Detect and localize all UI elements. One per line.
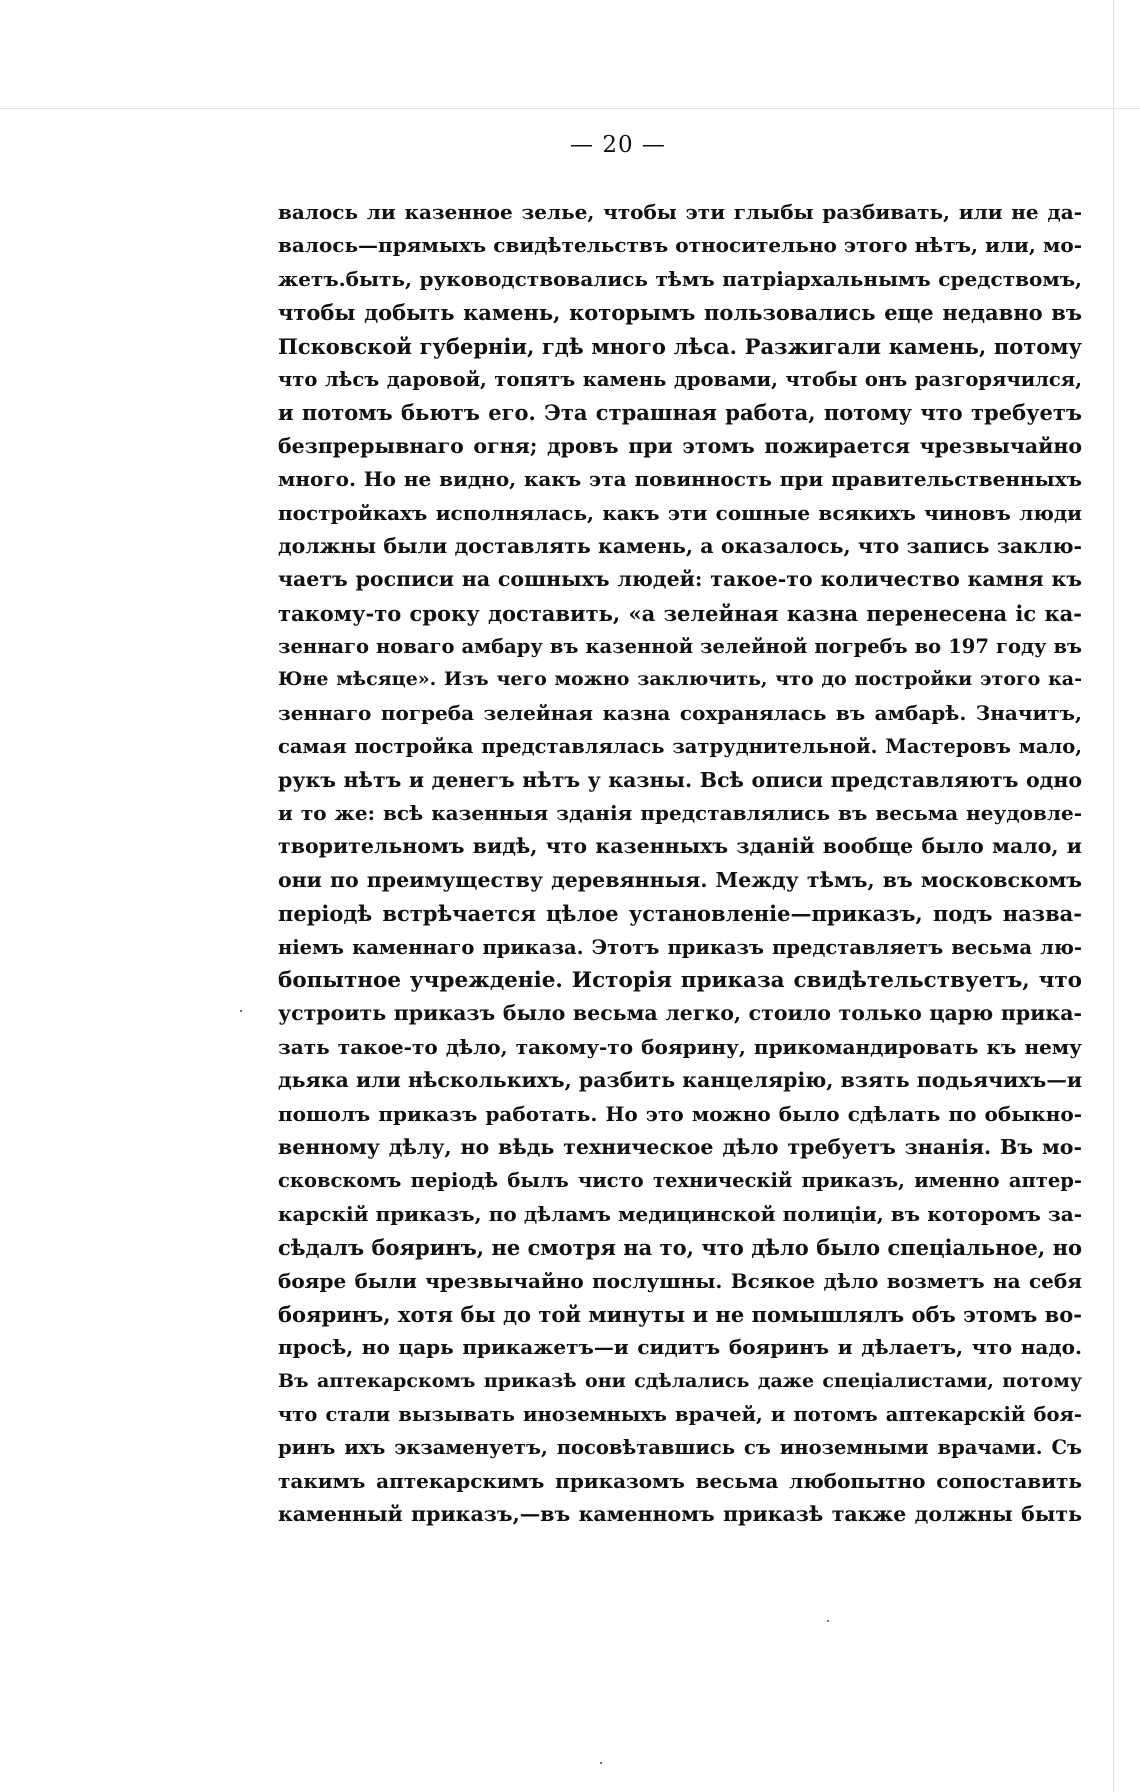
text-line: просѣ, но царь прикажетъ—и сидитъ бояринъ и дѣлаетъ, что надо. [278, 1335, 1082, 1360]
scan-speck [827, 1620, 829, 1622]
text-line: Псковской губерніи, гдѣ много лѣса. Разжигали камень, потому [278, 333, 1082, 359]
text-line: Въ аптекарскомъ приказѣ они сдѣлались даже спеціалистами, потому [278, 1369, 1082, 1392]
text-line: такимъ аптекарскимъ приказомъ весьма любопытно сопоставить [278, 1468, 1082, 1493]
text-line: сковскомъ періодѣ былъ чисто техническій приказъ, именно аптер- [278, 1169, 1082, 1193]
text-line: чаетъ росписи на сошныхъ людей: такое-то количество камня къ [278, 567, 1082, 592]
text-line: періодѣ встрѣчается цѣлое установленіе—приказъ, подъ назва- [278, 901, 1082, 927]
text-line: ніемъ каменнаго приказа. Этотъ приказъ представляетъ весьма лю- [278, 935, 1082, 959]
text-line: Юне мѣсяце». Изъ чего можно заключить, что до постройки этого ка- [278, 668, 1082, 691]
scan-speck [600, 1762, 602, 1764]
text-line: сѣдалъ бояринъ, не смотря на то, что дѣло было спеціальное, но [278, 1235, 1082, 1261]
text-line: что лѣсъ даровой, топятъ камень дровами, чтобы онъ разгорячился, [278, 367, 1082, 391]
text-line: что стали вызывать иноземныхъ врачей, и потомъ аптекарскій боя- [278, 1403, 1082, 1427]
text-line: валось—прямыхъ свидѣтельствъ относительно этого нѣтъ, или, мо- [278, 233, 1082, 258]
text-line: зать такое-то дѣло, такому-то боярину, прикомандировать къ нему [278, 1034, 1082, 1059]
text-line: бопытное учрежденіе. Исторія приказа свидѣтельствуетъ, что [278, 967, 1082, 993]
text-line: валось ли казенное зелье, чтобы эти глыбы разбивать, или не да- [278, 200, 1082, 224]
text-line: карскій приказъ, по дѣламъ медицинской полиціи, въ которомъ за- [278, 1201, 1082, 1226]
text-line: зеннаго новаго амбару въ казенной зелейной погребъ во 197 году въ [278, 635, 1082, 659]
text-line: пошолъ приказъ работать. Но это можно было сдѣлать по обыкно- [278, 1101, 1082, 1126]
text-line: они по преимуществу деревянныя. Между тѣмъ, въ московскомъ [278, 867, 1082, 892]
text-line: зеннаго погреба зелейная казна сохранялась въ амбарѣ. Значитъ, [278, 700, 1082, 725]
text-line: должны были доставлять камень, а оказалось, что запись заклю- [278, 533, 1082, 558]
text-line: чтобы добыть камень, которымъ пользовались еще недавно въ [278, 300, 1082, 326]
text-line: много. Но не видно, какъ эта повинность при правительственныхъ [278, 467, 1082, 492]
text-line: каменный приказъ,—въ каменномъ приказѣ также должны быть [278, 1502, 1082, 1527]
text-line: жетъ.быть, руководствовались тѣмъ патріархальнымъ средствомъ, [278, 266, 1082, 291]
scan-speck [240, 1010, 242, 1012]
text-line: рукъ нѣтъ и денегъ нѣтъ у казны. Всѣ описи представляютъ одно [278, 767, 1082, 792]
text-line: бояринъ, хотя бы до той минуты и не помышлялъ объ этомъ во- [278, 1301, 1082, 1327]
text-line: такому-то сроку доставить, «а зелейная казна перенесена іс ка- [278, 600, 1082, 626]
scan-top-edge [0, 108, 1140, 109]
text-line: ринъ ихъ экзаменуетъ, посовѣтавшись съ иноземными врачами. Съ [278, 1436, 1082, 1460]
text-line: и потомъ бьютъ его. Эта страшная работа, потому что требуетъ [278, 400, 1082, 426]
page-number: — 20 — [570, 132, 666, 158]
text-line: венному дѣлу, но вѣдь техническое дѣло требуетъ знанія. Въ мо- [278, 1134, 1082, 1159]
text-line: творительномъ видѣ, что казенныхъ зданій вообще было мало, и [278, 834, 1082, 859]
text-line: бояре были чрезвычайно послушны. Всякое дѣло возметъ на себя [278, 1268, 1082, 1293]
text-line: и то же: всѣ казенныя зданія представлялись въ весьма неудовле- [278, 801, 1082, 826]
text-line: устроить приказъ было весьма легко, стоило только царю прика- [278, 1001, 1082, 1026]
text-line: самая постройка представлялась затруднительной. Мастеровъ мало, [278, 735, 1082, 759]
text-line: постройкахъ исполнялась, какъ эти сошные всякихъ чиновъ люди [278, 500, 1082, 525]
text-line: дьяка или нѣсколькихъ, разбить канцелярію, взять подьячихъ—и [278, 1068, 1082, 1093]
scan-right-edge [1113, 0, 1114, 1792]
text-line: безпрерывнаго огня; дровъ при этомъ пожирается чрезвычайно [278, 433, 1082, 458]
body-text [278, 196, 1082, 1532]
